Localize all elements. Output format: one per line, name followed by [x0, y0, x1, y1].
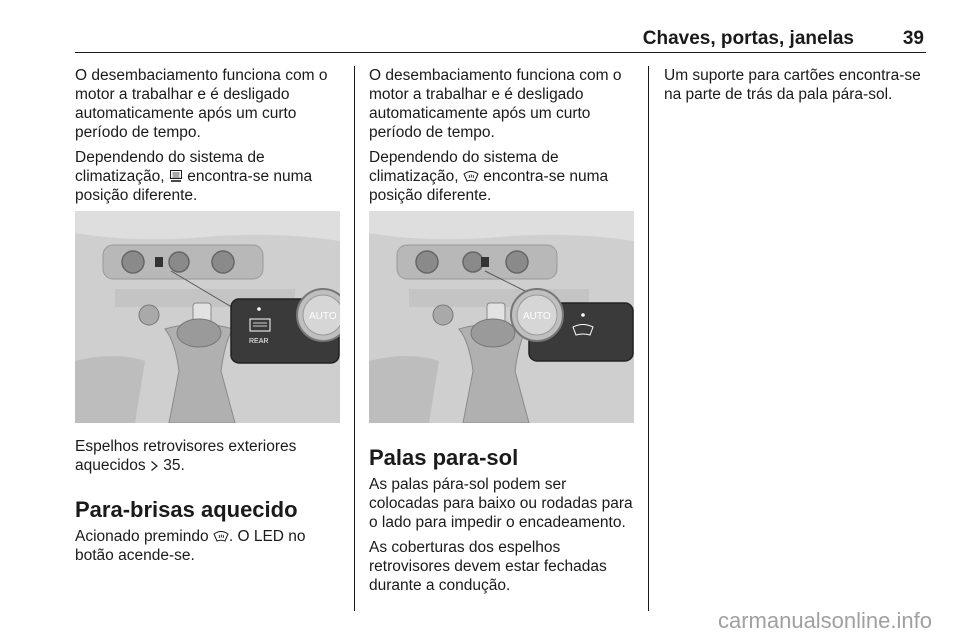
auto-knob-label-2: AUTO [523, 311, 551, 322]
watermark: carmanualsonline.info [717, 608, 932, 633]
page-reference-arrow-icon [150, 460, 159, 472]
heading-sun-visors: Palas para-sol [369, 445, 519, 470]
figure-caption-mirrors: Espelhos retrovisores exteriores aquecidos 35. [75, 438, 297, 474]
paragraph-climate-position-2: Dependendo do sistema de climatização, encontra-se numa posição diferente. [369, 149, 609, 204]
page-header [75, 28, 926, 53]
column-3 [664, 66, 932, 110]
page-number: 39 [902, 28, 924, 49]
paragraph-defog-info-2: O desembaciamento funciona com o motor a trabalhar e é desligado automaticamente após um curto período de tempo. [369, 67, 622, 141]
column-2 [369, 66, 637, 601]
paragraph-defog-info: O desembaciamento funciona com o motor a trabalhar e é desligado automaticamente após um curto período de tempo. [75, 67, 328, 141]
rear-button-label: REAR [249, 338, 269, 345]
auto-knob-label: AUTO [309, 311, 337, 322]
paragraph-windscreen-activation: Acionado premindo . O LED no botão acende-se. [75, 528, 306, 564]
rear-window-button-illustration [75, 211, 340, 423]
windscreen-heat-icon [213, 530, 229, 543]
paragraph-mirror-covers: As coberturas dos espelhos retrovisores devem estar fechadas durante a condução. [369, 539, 607, 594]
column-divider-2 [648, 66, 649, 611]
column-1 [75, 66, 343, 571]
paragraph-card-holder: Um suporte para cartões encontra-se na parte de trás da pala pára-sol. [664, 67, 921, 103]
paragraph-climate-position: Dependendo do sistema de climatização, encontra-se numa posição diferente. [75, 149, 313, 204]
rear-window-heat-icon [169, 169, 183, 183]
windscreen-heat-icon [463, 170, 479, 183]
column-divider-1 [354, 66, 355, 611]
paragraph-sun-visors: As palas pára-sol podem ser colocadas para baixo ou rodadas para o lado para impedir o encadeamento. [369, 476, 633, 531]
heading-heated-windscreen: Para-brisas aquecido [75, 497, 298, 522]
section-title: Chaves, portas, janelas [642, 28, 854, 49]
windscreen-button-illustration [369, 211, 634, 423]
